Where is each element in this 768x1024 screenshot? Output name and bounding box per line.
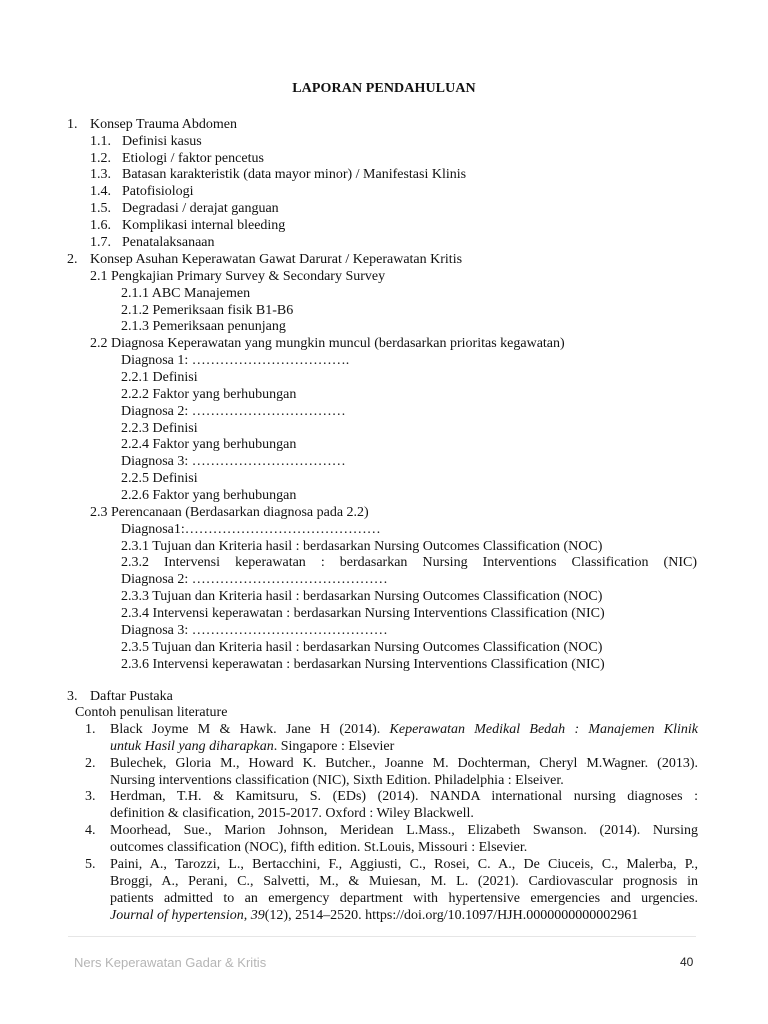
item-1-5-number: 1.5.: [90, 201, 111, 216]
diagnosa-1-placeholder: Diagnosa 1: …………………………….: [121, 353, 350, 368]
section-2-number: 2.: [67, 252, 78, 267]
item-2-2-6: 2.2.6 Faktor yang berhubungan: [121, 488, 297, 503]
reference-2-line-2: Nursing interventions classification (NIC), Sixth Edition. Philadelphia : Elseiver.: [110, 773, 564, 788]
reference-3-line-1: Herdman, T.H. & Kamitsuru, S. (EDs) (2014). NANDA international nursing diagnoses :: [110, 789, 698, 804]
item-1-7-number: 1.7.: [90, 235, 111, 250]
section-3-number: 3.: [67, 689, 78, 704]
perencanaan-diagnosa-2-placeholder: Diagnosa 2: ……………………………………: [121, 572, 388, 587]
reference-1-line-1: Black Joyme M & Hawk. Jane H (2014). Keperawatan Medikal Bedah : Manajemen Klinik: [110, 722, 698, 737]
item-1-1-label: Definisi kasus: [122, 134, 202, 149]
item-1-4-label: Patofisiologi: [122, 184, 194, 199]
item-2-2-2: 2.2.2 Faktor yang berhubungan: [121, 387, 297, 402]
section-1-heading: Konsep Trauma Abdomen: [90, 117, 237, 132]
subsection-2-2-heading: 2.2 Diagnosa Keperawatan yang mungkin muncul (berdasarkan prioritas kegawatan): [90, 336, 565, 351]
item-1-7-label: Penatalaksanaan: [122, 235, 215, 250]
item-2-3-6: 2.3.6 Intervensi keperawatan : berdasarkan Nursing Interventions Classification (NIC): [121, 657, 605, 672]
reference-5-line-4: Journal of hypertension, 39(12), 2514–2520. https://doi.org/10.1097/HJH.0000000000002961: [110, 908, 639, 923]
reference-1-number: 1.: [85, 722, 96, 737]
item-1-5-label: Degradasi / derajat ganguan: [122, 201, 279, 216]
reference-3: [85, 788, 698, 822]
item-2-1-2: 2.1.2 Pemeriksaan fisik B1-B6: [121, 303, 294, 318]
item-2-2-1: 2.2.1 Definisi: [121, 370, 198, 385]
reference-4: [85, 822, 698, 856]
item-1-3-number: 1.3.: [90, 167, 111, 182]
reference-5: [85, 856, 698, 924]
footer-divider: [68, 936, 696, 937]
subsection-2-3-heading: 2.3 Perencanaan (Berdasarkan diagnosa pada 2.2): [90, 505, 369, 520]
perencanaan-diagnosa-1-placeholder: Diagnosa1:……………………………………: [121, 522, 381, 537]
item-2-3-4: 2.3.4 Intervensi keperawatan : berdasarkan Nursing Interventions Classification (NIC): [121, 606, 605, 621]
reference-3-number: 3.: [85, 789, 96, 804]
reference-3-line-2: definition & clasification, 2015-2017. Oxford : Wiley Blackwell.: [110, 806, 474, 821]
reference-4-line-1: Moorhead, Sue., Marion Johnson, Meridean L.Mass., Elizabeth Swanson. (2014). Nursing: [110, 823, 698, 838]
item-1-3-label: Batasan karakteristik (data mayor minor) / Manifestasi Klinis: [122, 167, 467, 182]
section-3-heading: Daftar Pustaka: [90, 689, 173, 704]
item-2-3-2: 2.3.2 Intervensi keperawatan : berdasarkan Nursing Interventions Classification (NIC): [121, 555, 697, 570]
subsection-2-1-heading: 2.1 Pengkajian Primary Survey & Secondary Survey: [90, 269, 386, 284]
page-number: 40: [680, 955, 694, 969]
reference-2: [85, 755, 698, 789]
item-2-1-1: 2.1.1 ABC Manajemen: [121, 286, 251, 301]
reference-1: [85, 721, 698, 755]
item-1-6-number: 1.6.: [90, 218, 111, 233]
page-title: LAPORAN PENDAHULUAN: [292, 81, 476, 96]
item-2-3-5: 2.3.5 Tujuan dan Kriteria hasil : berdasarkan Nursing Outcomes Classification (NOC): [121, 640, 603, 655]
reference-4-line-2: outcomes classification (NOC), fifth edition. St.Louis, Missouri : Elsevier.: [110, 840, 528, 855]
item-2-2-4: 2.2.4 Faktor yang berhubungan: [121, 437, 297, 452]
diagnosa-2-placeholder: Diagnosa 2: ……………………………: [121, 404, 346, 419]
reference-2-number: 2.: [85, 756, 96, 771]
item-2-2-3: 2.2.3 Definisi: [121, 421, 198, 436]
item-1-4-number: 1.4.: [90, 184, 111, 199]
item-2-3-3: 2.3.3 Tujuan dan Kriteria hasil : berdasarkan Nursing Outcomes Classification (NOC): [121, 589, 603, 604]
item-1-2-number: 1.2.: [90, 151, 111, 166]
perencanaan-diagnosa-3-placeholder: Diagnosa 3: ……………………………………: [121, 623, 388, 638]
section-2-heading: Konsep Asuhan Keperawatan Gawat Darurat / Keperawatan Kritis: [90, 252, 463, 267]
item-2-3-1: 2.3.1 Tujuan dan Kriteria hasil : berdasarkan Nursing Outcomes Classification (NOC): [121, 539, 603, 554]
reference-5-number: 5.: [85, 857, 96, 872]
reference-1-line-2: untuk Hasil yang diharapkan. Singapore : Elsevier: [110, 739, 395, 754]
reference-4-number: 4.: [85, 823, 96, 838]
item-1-6-label: Komplikasi internal bleeding: [122, 218, 286, 233]
item-1-2-label: Etiologi / faktor pencetus: [122, 151, 264, 166]
reference-2-line-1: Bulechek, Gloria M., Howard K. Butcher., Joanne M. Dochterman, Cheryl M.Wagner. (2013).: [110, 756, 698, 771]
footer-text: Ners Keperawatan Gadar & Kritis: [74, 955, 267, 970]
reference-5-line-1: Paini, A., Tarozzi, L., Bertacchini, F., Aggiusti, C., Rosei, C. A., De Ciuceis, C., Malerba, P.,: [110, 857, 698, 872]
item-2-1-3: 2.1.3 Pemeriksaan penunjang: [121, 319, 286, 334]
section-1-number: 1.: [67, 117, 78, 132]
item-1-1-number: 1.1.: [90, 134, 111, 149]
literature-example-subtitle: Contoh penulisan literature: [75, 705, 228, 720]
diagnosa-3-placeholder: Diagnosa 3: ……………………………: [121, 454, 346, 469]
reference-5-line-2: Broggi, A., Perani, C., Salvetti, M., & Muiesan, M. L. (2021). Cardiovascular prognosis in: [110, 874, 698, 889]
reference-5-line-3: patients admitted to an emergency department with hypertensive emergencies and urgencies.: [110, 891, 698, 906]
item-2-2-5: 2.2.5 Definisi: [121, 471, 198, 486]
